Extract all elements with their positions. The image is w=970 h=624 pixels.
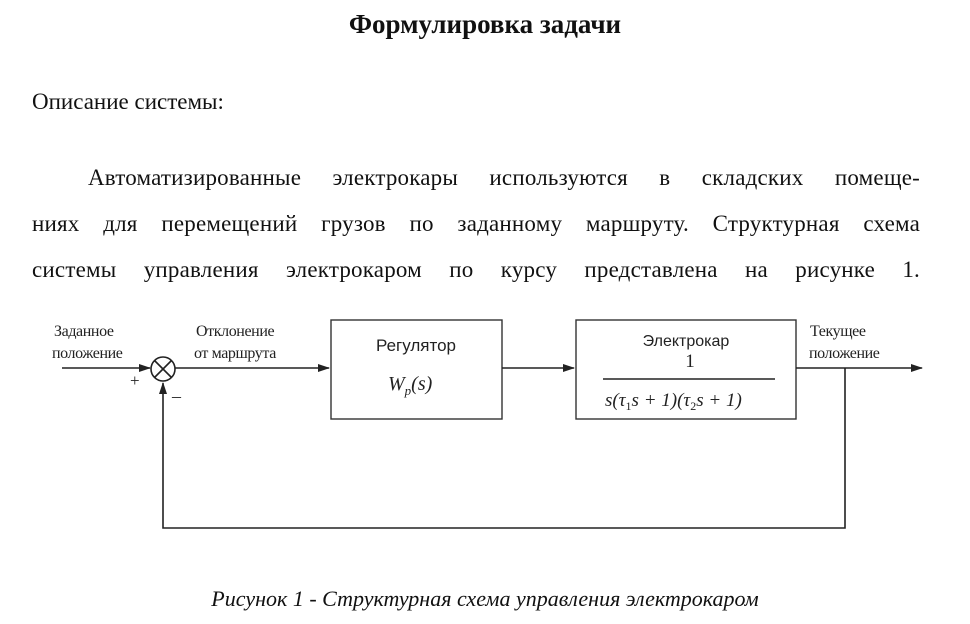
plus-sign: +	[130, 371, 140, 390]
minus-sign: –	[172, 386, 181, 406]
block-diagram	[0, 300, 970, 550]
output-label: Текущее положение	[809, 323, 880, 362]
plant-block	[576, 320, 796, 419]
figure-caption: Рисунок 1 - Структурная схема управления электрокаром	[211, 586, 759, 611]
paragraph-line: системы управления электрокаром по курсу представлена на рисунке 1.	[32, 257, 920, 282]
plant-name: Электрокар	[642, 333, 730, 350]
plant-denominator: $s(\tau_1s + 1)(\tau_2s + 1)$	[605, 390, 742, 413]
regulator-block	[331, 320, 502, 419]
plant-numerator: 1	[685, 351, 695, 372]
paragraph-line: ниях для перемещений грузов по заданному маршруту. Структурная схема	[32, 211, 920, 236]
regulator-transfer-function: $W_p(s)$	[388, 373, 433, 398]
section-subheading: Описание системы:	[32, 89, 224, 114]
system-description-paragraph	[32, 155, 920, 293]
error-label: Отклонение от маршрута	[194, 323, 276, 362]
input-label: Заданное положение	[52, 323, 123, 362]
summing-junction	[151, 357, 175, 381]
paragraph-line: Автоматизированные электрокары используются в складских помеще-	[88, 165, 920, 190]
page-title: Формулировка задачи	[348, 9, 622, 39]
regulator-name: Регулятор	[375, 336, 457, 355]
